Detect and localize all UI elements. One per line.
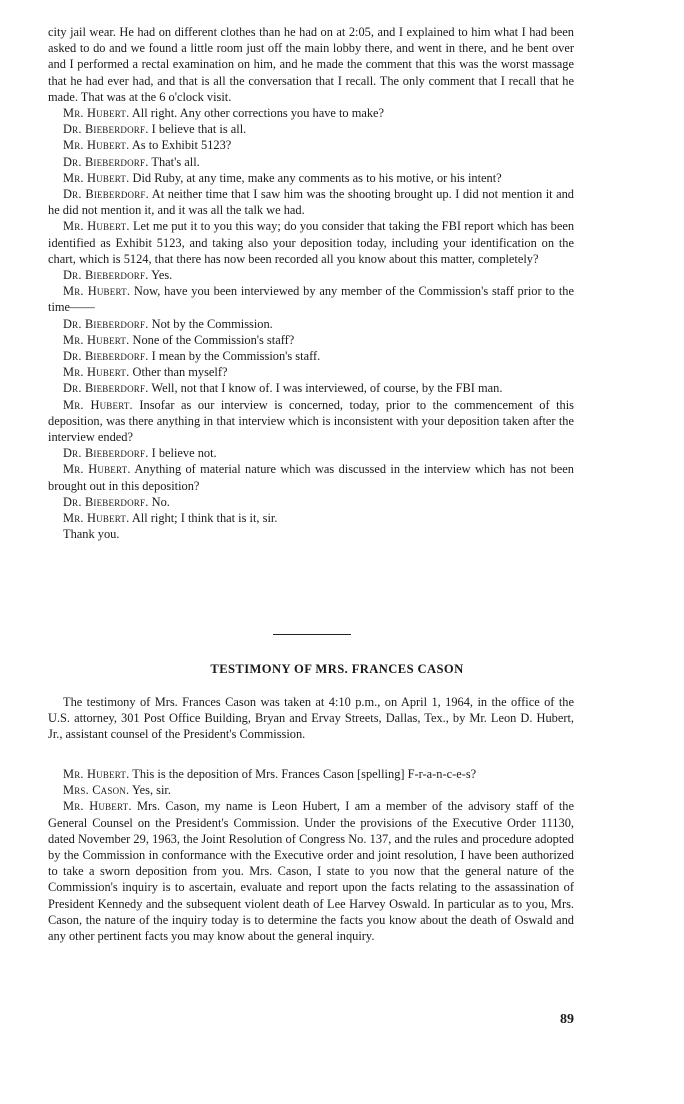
speaker-name: Mr. Hubert. [63,106,130,121]
page-number: 89 [560,1012,574,1027]
speaker-name: Mr. Hubert. [63,462,131,477]
dialogue-text: Now, have you been interviewed by any member of the Commission's staff prior to the time—— [48,284,574,315]
dialogue-text: Not by the Commission. [151,316,273,331]
speaker-name: Dr. Bieberdorf. [63,494,149,509]
speaker-name: Dr. Bieberdorf. [63,268,149,283]
dialogue-line [48,766,574,782]
speaker-name: Mrs. Cason. [63,783,130,798]
dialogue-line [48,267,574,283]
speaker-name: Dr. Bieberdorf. [63,349,149,364]
dialogue-text: Insofar as our interview is concerned, today, prior to the commencement of this deposition, was there anything in that interview which is inconsistent with your deposition taken after the interview ended? [48,397,574,445]
dialogue-line [48,121,574,137]
speaker-name: Dr. Bieberdorf. [63,122,149,137]
dialogue-line [48,364,574,380]
dialogue-text: Well, not that I know of. I was interviewed, of course, by the FBI man. [151,381,503,396]
speaker-name: Dr. Bieberdorf. [63,154,149,169]
dialogue-line [48,494,574,510]
dialogue-line [48,397,574,446]
dialogue-line [48,105,574,121]
continued-paragraph: city jail wear. He had on different clothes than he had on at 2:05, and I explained to him what I had been asked to do and we found a little room just off the main lobby there, and went in there, and he bent over and I performed a rectal examination on him, and he made the comment that this was the worst massage that he had ever had, and that is all the conversation that I recall. The only comment that I recall that he made. That was at the 6 o'clock visit. [48,25,574,104]
dialogue-line [48,154,574,170]
dialogue-line [48,218,574,267]
dialogue-text: Mrs. Cason, my name is Leon Hubert, I am a member of the advisory staff of the General Counsel on the President's Commission. Under the provisions of the Executive Order 11130, dated November 29, 1963, the Joint Resolution of Congress No. 137, and the rules and procedure adopted by the Commission in conformance with the Executive order and joint resolution, I have been authorized to take a sworn deposition from you. Mrs. Cason, I state to you now that the general nature of the Commission's inquiry is to ascertain, evaluate and report upon the facts relating to the assassination of President Kennedy and the subsequent violent death of Lee Harvey Oswald. In particular as to you, Mrs. Cason, the nature of the inquiry today is to determine the facts you know about the death of Oswald and any other pertinent facts you may know about the general inquiry. [48,799,574,944]
dialogue-section [48,24,574,543]
speaker-name: Dr. Bieberdorf. [63,381,149,396]
speaker-name: Mr. Hubert. [63,799,132,814]
dialogue-text: Let me put it to you this way; do you consider that taking the FBI report which has been identified as Exhibit 5123, and taking also your deposition today, including your identification on the chart, which is 5124, that there has now been recorded all you know about this matter, completely? [48,219,575,266]
exchange-list [48,105,574,542]
speaker-name: Dr. Bieberdorf. [63,316,149,331]
dialogue-line [48,283,574,315]
speaker-name: Mr. Hubert. [63,138,130,153]
speaker-name: Dr. Bieberdorf. [63,187,149,202]
speaker-name: Mr. Hubert. [63,365,130,380]
speaker-name: Mr. Hubert. [63,284,131,299]
dialogue-line [48,348,574,364]
dialogue-text: No. [151,494,170,509]
dialogue-text: As to Exhibit 5123? [131,138,232,153]
dialogue-line [48,186,574,218]
dialogue-text: Yes, sir. [131,783,171,798]
testimony-section [48,766,574,944]
speaker-name: Mr. Hubert. [63,397,133,412]
dialogue-line [48,461,574,493]
dialogue-line [48,445,574,461]
dialogue-text: I believe not. [151,446,217,461]
dialogue-text: Thank you. [63,527,120,542]
dialogue-line [48,510,574,526]
dialogue-line [48,316,574,332]
dialogue-text: I mean by the Commission's staff. [151,349,321,364]
dialogue-text: None of the Commission's staff? [132,332,295,347]
dialogue-line [48,332,574,348]
speaker-name: Dr. Bieberdorf. [63,446,149,461]
dialogue-line [48,380,574,396]
dialogue-text: Other than myself? [132,365,228,380]
speaker-name: Mr. Hubert. [63,170,130,185]
speaker-name: Mr. Hubert. [63,511,130,526]
speaker-name: Mr. Hubert. [63,767,130,781]
dialogue-text: Did Ruby, at any time, make any comments as to his motive, or his intent? [132,170,502,185]
section-divider [273,634,351,635]
intro-paragraph: The testimony of Mrs. Frances Cason was taken at 4:10 p.m., on April 1, 1964, in the office of the U.S. attorney, 301 Post Office Building, Bryan and Ervay Streets, Dallas, Tex., by Mr. Leon D. Hubert, Jr., assistant counsel of the President's Commission. [48,695,574,742]
speaker-name: Mr. Hubert. [63,219,130,234]
dialogue-line [48,782,574,798]
dialogue-text: Yes. [151,268,173,283]
intro-section [48,694,574,743]
dialogue-text: All right. Any other corrections you have to make? [131,106,385,121]
dialogue-line [48,798,574,944]
section-heading: TESTIMONY OF MRS. FRANCES CASON [210,662,464,676]
speaker-name: Mr. Hubert. [63,332,130,347]
dialogue-text: This is the deposition of Mrs. Frances Cason [spelling] F-r-a-n-c-e-s? [132,767,477,781]
dialogue-text: I believe that is all. [151,122,247,137]
dialogue-text: At neither time that I saw him was the shooting brought up. I did not mention it and he did not mention it, and it was all the talk we had. [48,187,574,218]
dialogue-line [48,170,574,186]
dialogue-line [48,137,574,153]
dialogue-text: All right; I think that is it, sir. [131,511,278,526]
dialogue-text: That's all. [151,154,200,169]
dialogue-line [48,526,574,542]
dialogue-text: Anything of material nature which was discussed in the interview which has not been brought out in this deposition? [48,462,574,493]
